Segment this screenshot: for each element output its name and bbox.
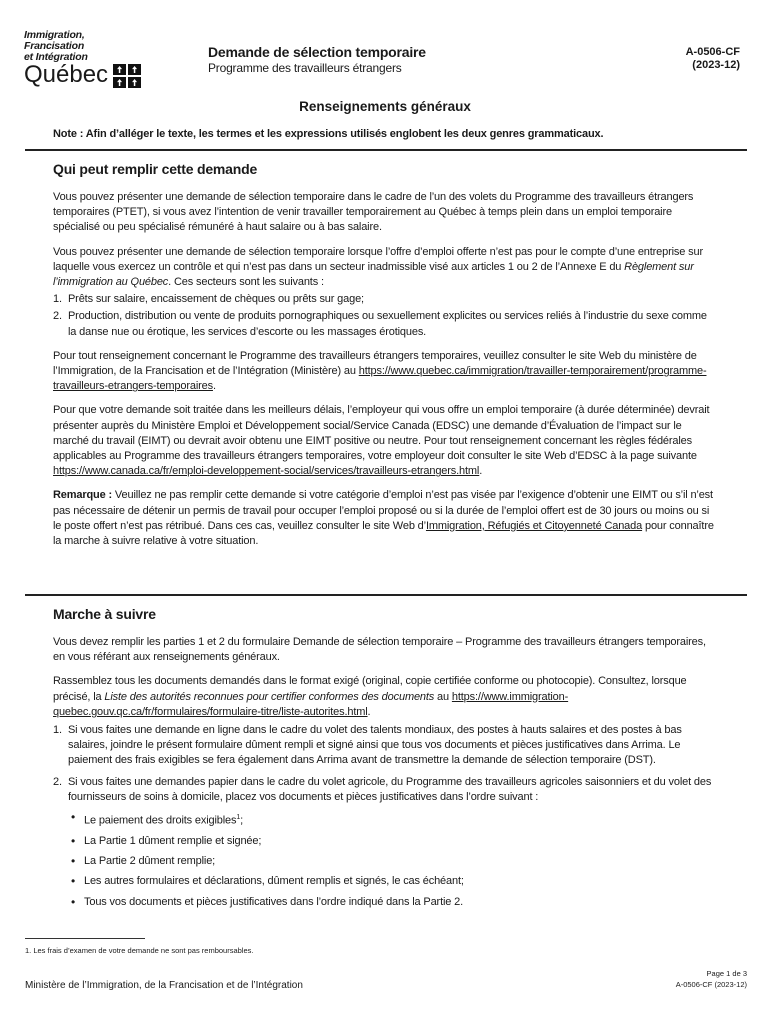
list-item: 2. Production, distribution ou vente de produits pornographiques ou sexuellement explicites ou services reliés à l’industrie du sexe comme la danse nue ou érotique, les services d’escorte ou les massages érotiques. xyxy=(53,310,707,338)
list-item: 1. Si vous faites une demande en ligne dans le cadre du volet des talents mondiaux, des postes à hauts salaires et des postes à bas salaires, joindre le présent formulaire dûment rempli et signé ainsi que tous vos documents et pièces justificatives dans Arrima. Le paiement des frais exigibles se fera également dans Arrima avant de transmettre la demande de sélection temporaire (DST). xyxy=(53,724,682,767)
liste-autorites-title: Liste des autorités reconnues pour certifier conformes des documents xyxy=(104,690,435,703)
remarque-label: Remarque : xyxy=(53,489,113,502)
edsc-link[interactable]: https://www.canada.ca/fr/emploi-developpement-social/services/travailleurs-etrangers.html xyxy=(53,465,480,478)
marche-paragraph-1: Vous devez remplir les parties 1 et 2 du formulaire Demande de sélection temporaire – Programme des travailleurs étrangers temporaires, en vous référant aux renseignements généraux. xyxy=(53,636,706,664)
logo-line-1: Immigration, xyxy=(24,29,85,41)
qui-paragraph-4: Pour que votre demande soit traitée dans les meilleurs délais, l’employeur qui vous offre un emploi temporaire (à durée déterminée) devrait présenter auprès du Ministère Emploi et Développement social/Service Canada (EDSC) une demande d’Évaluation de l’impact sur le marché du travail (EIMT) ou devrait avoir obtenu une EIMT positive ou neutre. Pour tout renseignement concernant les règles fédérales applicables au Programme des travailleurs étrangers temporaires, votre employeur doit consulter le site Web d’EDSC à la page suivante https://www.canada.ca/fr/emploi-developpement-social/services/travailleurs-etrangers.html. xyxy=(53,404,710,478)
section-divider xyxy=(25,594,747,596)
list-item: 2. Si vous faites une demandes papier dans le cadre du volet agricole, du Programme des travailleurs agricoles saisonniers et du volet des fournisseurs de soins à domicile, placez vos documents et pièces justificatives dans l’ordre suivant : • Le paiement des droits exigibles$^1$; • La Partie 1 dûment remplie et signée; • La Partie 2 dûment remplie; • Les autres formulaires et déclarations, dûment remplis et signés, le cas échéant; • Tous vos documents et pièces justificatives dans l’ordre indiqué dans la Partie 2. xyxy=(53,775,718,910)
qui-paragraph-2: Vous pouvez présenter une demande de sélection temporaire lorsque l’offre d’emploi offerte n’est pas pour le compte d’une entreprise sur laquelle vous exercez un contrôle et qui n’est pas dans un secteur inadmissible visé aux articles 1 ou 2 de l’Annexe E du Règlement sur l’immigration au Québec. Ces secteurs sont les suivants : xyxy=(53,245,703,289)
section-divider xyxy=(25,149,747,151)
bullet-item: • Tous vos documents et pièces justificatives dans l’ordre indiqué dans la Partie 2. xyxy=(68,895,718,910)
footer-page-info xyxy=(676,968,747,990)
bullet-item: • Le paiement des droits exigibles$^1$; xyxy=(68,810,718,829)
marche-content xyxy=(53,635,718,910)
fleur-de-lys-flag-icon xyxy=(113,64,141,88)
logo-line-3: et Intégration xyxy=(24,51,88,63)
ircc-link[interactable]: Immigration, Réfugiés et Citoyenneté Canada xyxy=(425,519,643,532)
footnote-divider xyxy=(25,938,145,939)
form-code-number: A-0506-CF xyxy=(685,46,740,58)
qui-paragraph-3: Pour tout renseignement concernant le Programme des travailleurs étrangers temporaires, veuillez consulter le site Web du ministère de l’Immigration, de la Francisation et de l’Intégration (Ministère) au https://www.quebec.ca/immigration/travailler-temporairement/programme-travailleurs-etrangers-temporaires. xyxy=(53,349,707,393)
ptet-link[interactable]: https://www.quebec.ca/immigration/travailler-temporairement/programme-travailleurs-etrangers-temporaires xyxy=(53,365,707,393)
footer-ministry: Ministère de l’Immigration, de la Francisation et de l’Intégration xyxy=(25,980,303,991)
qui-remarque: Remarque : Veuillez ne pas remplir cette demande si votre catégorie d’emploi n’est pas visée par l’exigence d’obtenir une EIMT ou s’il n’est pas nécessaire de détenir un permis de travail pour occuper l’emploi proposé ou si la durée de l’emploi offert est de 30 jours ou moins ou si le poste offert n’est pas rétribué. Dans ces cas, veuillez consulter le site Web d’Immigration, Réfugiés et Citoyenneté Canada pour connaître la marche à suivre relative à votre situation. xyxy=(53,489,714,548)
form-title: Demande de sélection temporaire xyxy=(208,44,426,60)
section-title: Renseignements généraux xyxy=(299,99,471,114)
bullet-item: • Les autres formulaires et déclarations, dûment remplis et signés, le cas échéant; xyxy=(68,874,718,889)
quebec-logo xyxy=(24,30,174,88)
qui-paragraph-1: Vous pouvez présenter une demande de sélection temporaire dans le cadre de l’un des volets du Programme des travailleurs étrangers temporaires (PTET), si vous avez l’intention de venir travailler temporairement au Québec à temps plein dans un emploi temporaire spécialisé ou peu spécialisé rémunéré à haut salaire ou à bas salaire. xyxy=(53,191,694,234)
marche-paragraph-2: Rassemblez tous les documents demandés dans le format exigé (original, copie certifiée conforme ou photocopie). Consultez, lorsque précisé, la Liste des autorités reconnues pour certifier conformes des documents au https://www.immigration-quebec.gouv.qc.ca/fr/formulaires/formulaire-titre/liste-autorites.html. xyxy=(53,675,687,718)
heading-qui-peut-remplir: Qui peut remplir cette demande xyxy=(53,161,258,177)
bullet-item: • La Partie 2 dûment remplie; xyxy=(68,854,718,869)
page-number: Page 1 de 3 xyxy=(706,969,747,978)
gender-note: Note : Afin d’alléger le texte, les termes et les expressions utilisés englobent les deux genres grammaticaux. xyxy=(53,128,604,140)
form-subtitle: Programme des travailleurs étrangers xyxy=(208,61,402,75)
heading-marche-a-suivre: Marche à suivre xyxy=(53,606,156,622)
qui-content xyxy=(53,190,718,549)
footnote: 1. Les frais d’examen de votre demande ne sont pas remboursables. xyxy=(25,946,254,955)
reglement-title: Règlement sur l’immigration au Québec xyxy=(53,260,694,289)
footnote-ref: 1 xyxy=(236,814,241,822)
logo-wordmark xyxy=(24,62,174,88)
form-code xyxy=(686,46,740,72)
liste-autorites-link[interactable]: https://www.immigration-quebec.gouv.qc.ca/fr/formulaires/formulaire-titre/liste-autorites.html xyxy=(53,690,569,718)
bullet-item: • La Partie 1 dûment remplie et signée; xyxy=(68,834,718,849)
logo-wordmark-text: Québec xyxy=(24,61,109,88)
list-item: 1. Prêts sur salaire, encaissement de chèques ou prêts sur gage; xyxy=(53,293,364,306)
form-code-version: (2023-12) xyxy=(692,59,740,71)
footer-form-code: A-0506-CF (2023-12) xyxy=(675,980,747,989)
logo-line-2: Francisation xyxy=(24,40,85,52)
